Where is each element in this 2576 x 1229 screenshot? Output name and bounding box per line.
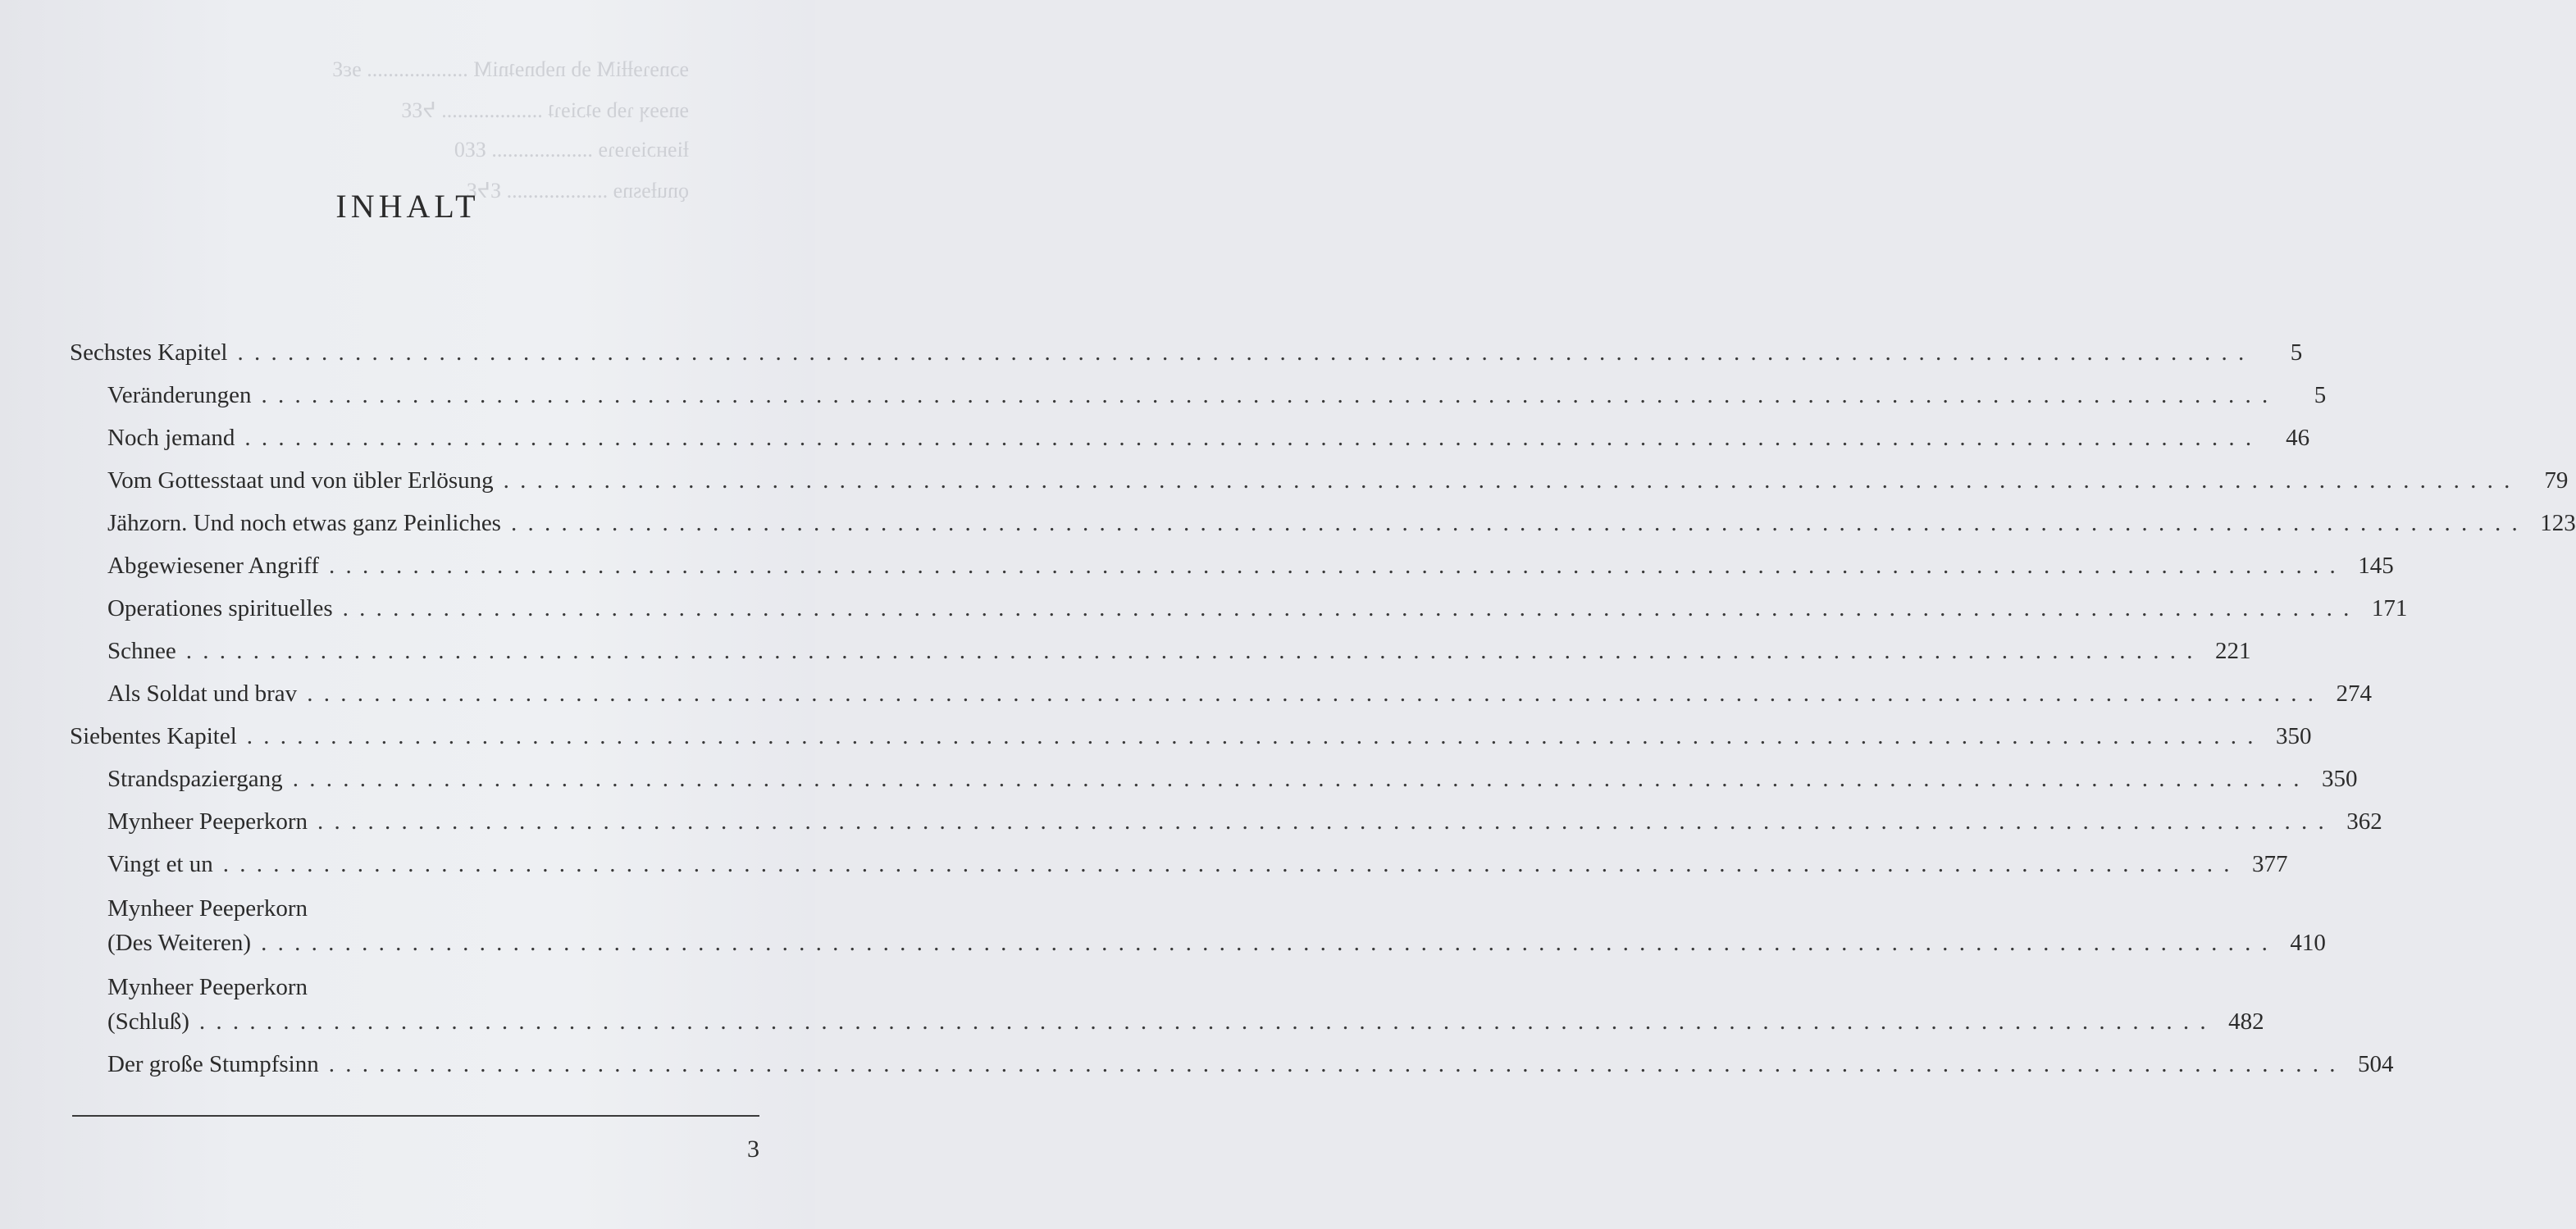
toc-section-row: [70, 667, 2372, 710]
toc-entry-label-continued: (Schluß): [107, 1008, 189, 1035]
toc-entry-page: 5: [2290, 339, 2303, 366]
toc-section-row: [70, 838, 2288, 881]
dot-leader: . . . . . . . . . . . . . . . . . . . . . . . . . . . . . . . . . . . . . . . . . . . . . . . . . . . . . . . . . . . . . . . . . . . . . . . . . . . . . . . . . . . . . . . . . . . . . . . . . . . . . . . . . . . . . . . . . . . . . . . .: [317, 808, 2327, 835]
toc-title: INHALT: [335, 188, 480, 225]
toc-section-row: [70, 625, 2251, 667]
toc-entry-page: 79: [2544, 467, 2569, 494]
bleed-through-line: ɘnɘɘʞ ɿɘb ɘʇɔiɘɿʇ ................... ᔭƐƐ: [401, 98, 689, 122]
toc-section-row: [70, 959, 2264, 1038]
toc-section-row: [70, 412, 2310, 454]
toc-entry-page: 145: [2358, 553, 2394, 579]
dot-leader: . . . . . . . . . . . . . . . . . . . . . . . . . . . . . . . . . . . . . . . . . . . . . . . . . . . . . . . . . . . . . . . . . . . . . . . . . . . . . . . . . . . . . . . . . . . . . . . . . . . . . . . . . . . . . . . . . . . . . . . .: [244, 425, 2255, 451]
dot-leader: . . . . . . . . . . . . . . . . . . . . . . . . . . . . . . . . . . . . . . . . . . . . . . . . . . . . . . . . . . . . . . . . . . . . . . . . . . . . . . . . . . . . . . . . . . . . . . . . . . . . . . . . . . . . . . . . . . . . . . . .: [185, 638, 2195, 664]
table-of-contents: [70, 326, 2576, 1081]
toc-entry-page: 504: [2358, 1051, 2394, 1077]
toc-entry-page: 350: [2321, 766, 2358, 792]
toc-section-row: [70, 582, 2408, 625]
toc-section-row: [70, 497, 2576, 539]
toc-entry-label: Jähzorn. Und noch etwas ganz Peinliches: [107, 510, 501, 536]
toc-entry-label: Strandspaziergang: [107, 766, 283, 792]
toc-entry-label: Sechstes Kapitel: [70, 339, 228, 366]
bleed-through-line: ǫnuƚɘsnɘ ................... ƐᔭƐ: [466, 179, 689, 203]
toc-entry-label: Siebentes Kapitel: [70, 723, 237, 749]
toc-entry-page: 350: [2276, 723, 2312, 749]
dot-leader: . . . . . . . . . . . . . . . . . . . . . . . . . . . . . . . . . . . . . . . . . . . . . . . . . . . . . . . . . . . . . . . . . . . . . . . . . . . . . . . . . . . . . . . . . . . . . . . . . . . . . . . . . . . . . . . . . . . . . . . .: [328, 1051, 2338, 1077]
dot-leader: . . . . . . . . . . . . . . . . . . . . . . . . . . . . . . . . . . . . . . . . . . . . . . . . . . . . . . . . . . . . . . . . . . . . . . . . . . . . . . . . . . . . . . . . . . . . . . . . . . . . . . . . . . . . . . . . . . . . . . . .: [261, 382, 2271, 408]
toc-entry-label: Der große Stumpfsinn: [107, 1051, 319, 1077]
dot-leader: . . . . . . . . . . . . . . . . . . . . . . . . . . . . . . . . . . . . . . . . . . . . . . . . . . . . . . . . . . . . . . . . . . . . . . . . . . . . . . . . . . . . . . . . . . . . . . . . . . . . . . . . . . . . . . . . . . . . . . . .: [292, 766, 2302, 792]
toc-entry-label: Vom Gottesstaat und von übler Erlösung: [107, 467, 494, 494]
dot-leader: . . . . . . . . . . . . . . . . . . . . . . . . . . . . . . . . . . . . . . . . . . . . . . . . . . . . . . . . . . . . . . . . . . . . . . . . . . . . . . . . . . . . . . . . . . . . . . . . . . . . . . . . . . . . . . . . . . . . . . . .: [342, 595, 2352, 621]
toc-chapter-row: [70, 326, 2303, 369]
toc-entry-label: Vingt et un: [107, 851, 213, 877]
toc-section-row: [70, 881, 2326, 959]
toc-entry-label: Abgewiesener Angriff: [107, 553, 319, 579]
toc-entry-label: Mynheer Peeperkorn: [107, 895, 308, 922]
dot-leader: . . . . . . . . . . . . . . . . . . . . . . . . . . . . . . . . . . . . . . . . . . . . . . . . . . . . . . . . . . . . . . . . . . . . . . . . . . . . . . . . . . . . . . . . . . . . . . . . . . . . . . . . . . . . . . . . . . . . . . . .: [503, 467, 2513, 494]
toc-entry-page: 377: [2252, 851, 2288, 877]
toc-entry-label: Mynheer Peeperkorn: [107, 808, 308, 835]
toc-section-row: [70, 1038, 2394, 1081]
toc-entry-label: Veränderungen: [107, 382, 252, 408]
toc-entry-label: Mynheer Peeperkorn: [107, 974, 308, 1000]
dot-leader: . . . . . . . . . . . . . . . . . . . . . . . . . . . . . . . . . . . . . . . . . . . . . . . . . . . . . . . . . . . . . . . . . . . . . . . . . . . . . . . . . . . . . . . . . . . . . . . . . . . . . . . . . . . . . . . . . . . . . . . .: [261, 930, 2270, 956]
toc-entry-page: 410: [2290, 930, 2326, 956]
dot-leader: . . . . . . . . . . . . . . . . . . . . . . . . . . . . . . . . . . . . . . . . . . . . . . . . . . . . . . . . . . . . . . . . . . . . . . . . . . . . . . . . . . . . . . . . . . . . . . . . . . . . . . . . . . . . . . . . . . . . . . . .: [246, 723, 2256, 749]
bleed-through-line: ƚiɘʜɔiɘɿɘɿɘ ................... ƐƐ0: [454, 138, 689, 162]
toc-entry-label: Schnee: [107, 638, 176, 664]
toc-section-row: [70, 369, 2327, 412]
dot-leader: . . . . . . . . . . . . . . . . . . . . . . . . . . . . . . . . . . . . . . . . . . . . . . . . . . . . . . . . . . . . . . . . . . . . . . . . . . . . . . . . . . . . . . . . . . . . . . . . . . . . . . . . . . . . . . . . . . . . . . . .: [328, 553, 2338, 579]
bleed-through-line: ɘɔnɘɿɘƚƚiM ɘb nɘbnɘʇniM ................... ɘɛƐ: [332, 57, 689, 81]
toc-entry-page: 123: [2540, 510, 2576, 536]
toc-entry-label: Operationes spirituelles: [107, 595, 333, 621]
dot-leader: . . . . . . . . . . . . . . . . . . . . . . . . . . . . . . . . . . . . . . . . . . . . . . . . . . . . . . . . . . . . . . . . . . . . . . . . . . . . . . . . . . . . . . . . . . . . . . . . . . . . . . . . . . . . . . . . . . . . . . . .: [510, 510, 2520, 536]
toc-entry-label-continued: (Des Weiteren): [107, 930, 252, 956]
toc-entry-label: Noch jemand: [107, 425, 235, 451]
toc-entry-page: 5: [2314, 382, 2327, 408]
dot-leader: . . . . . . . . . . . . . . . . . . . . . . . . . . . . . . . . . . . . . . . . . . . . . . . . . . . . . . . . . . . . . . . . . . . . . . . . . . . . . . . . . . . . . . . . . . . . . . . . . . . . . . . . . . . . . . . . . . . . . . . .: [198, 1008, 2209, 1035]
toc-section-row: [70, 539, 2394, 582]
toc-entry-page: 171: [2371, 595, 2408, 621]
toc-entry-page: 274: [2336, 681, 2372, 707]
toc-entry-label: Als Soldat und brav: [107, 681, 298, 707]
footer-rule: [72, 1115, 759, 1117]
toc-section-row: [70, 795, 2382, 838]
toc-entry-page: 46: [2286, 425, 2310, 451]
toc-section-row: [70, 753, 2358, 795]
page-number: 3: [747, 1136, 759, 1163]
dot-leader: . . . . . . . . . . . . . . . . . . . . . . . . . . . . . . . . . . . . . . . . . . . . . . . . . . . . . . . . . . . . . . . . . . . . . . . . . . . . . . . . . . . . . . . . . . . . . . . . . . . . . . . . . . . . . . . . . . . . . . . .: [237, 339, 2247, 366]
toc-entry-page: 482: [2228, 1008, 2264, 1035]
toc-chapter-row: [70, 710, 2312, 753]
toc-entry-page: 221: [2215, 638, 2251, 664]
dot-leader: . . . . . . . . . . . . . . . . . . . . . . . . . . . . . . . . . . . . . . . . . . . . . . . . . . . . . . . . . . . . . . . . . . . . . . . . . . . . . . . . . . . . . . . . . . . . . . . . . . . . . . . . . . . . . . . . . . . . . . . .: [307, 681, 2316, 707]
toc-entry-page: 362: [2346, 808, 2382, 835]
toc-section-row: [70, 454, 2569, 497]
dot-leader: . . . . . . . . . . . . . . . . . . . . . . . . . . . . . . . . . . . . . . . . . . . . . . . . . . . . . . . . . . . . . . . . . . . . . . . . . . . . . . . . . . . . . . . . . . . . . . . . . . . . . . . . . . . . . . . . . . . . . . . .: [222, 851, 2232, 877]
